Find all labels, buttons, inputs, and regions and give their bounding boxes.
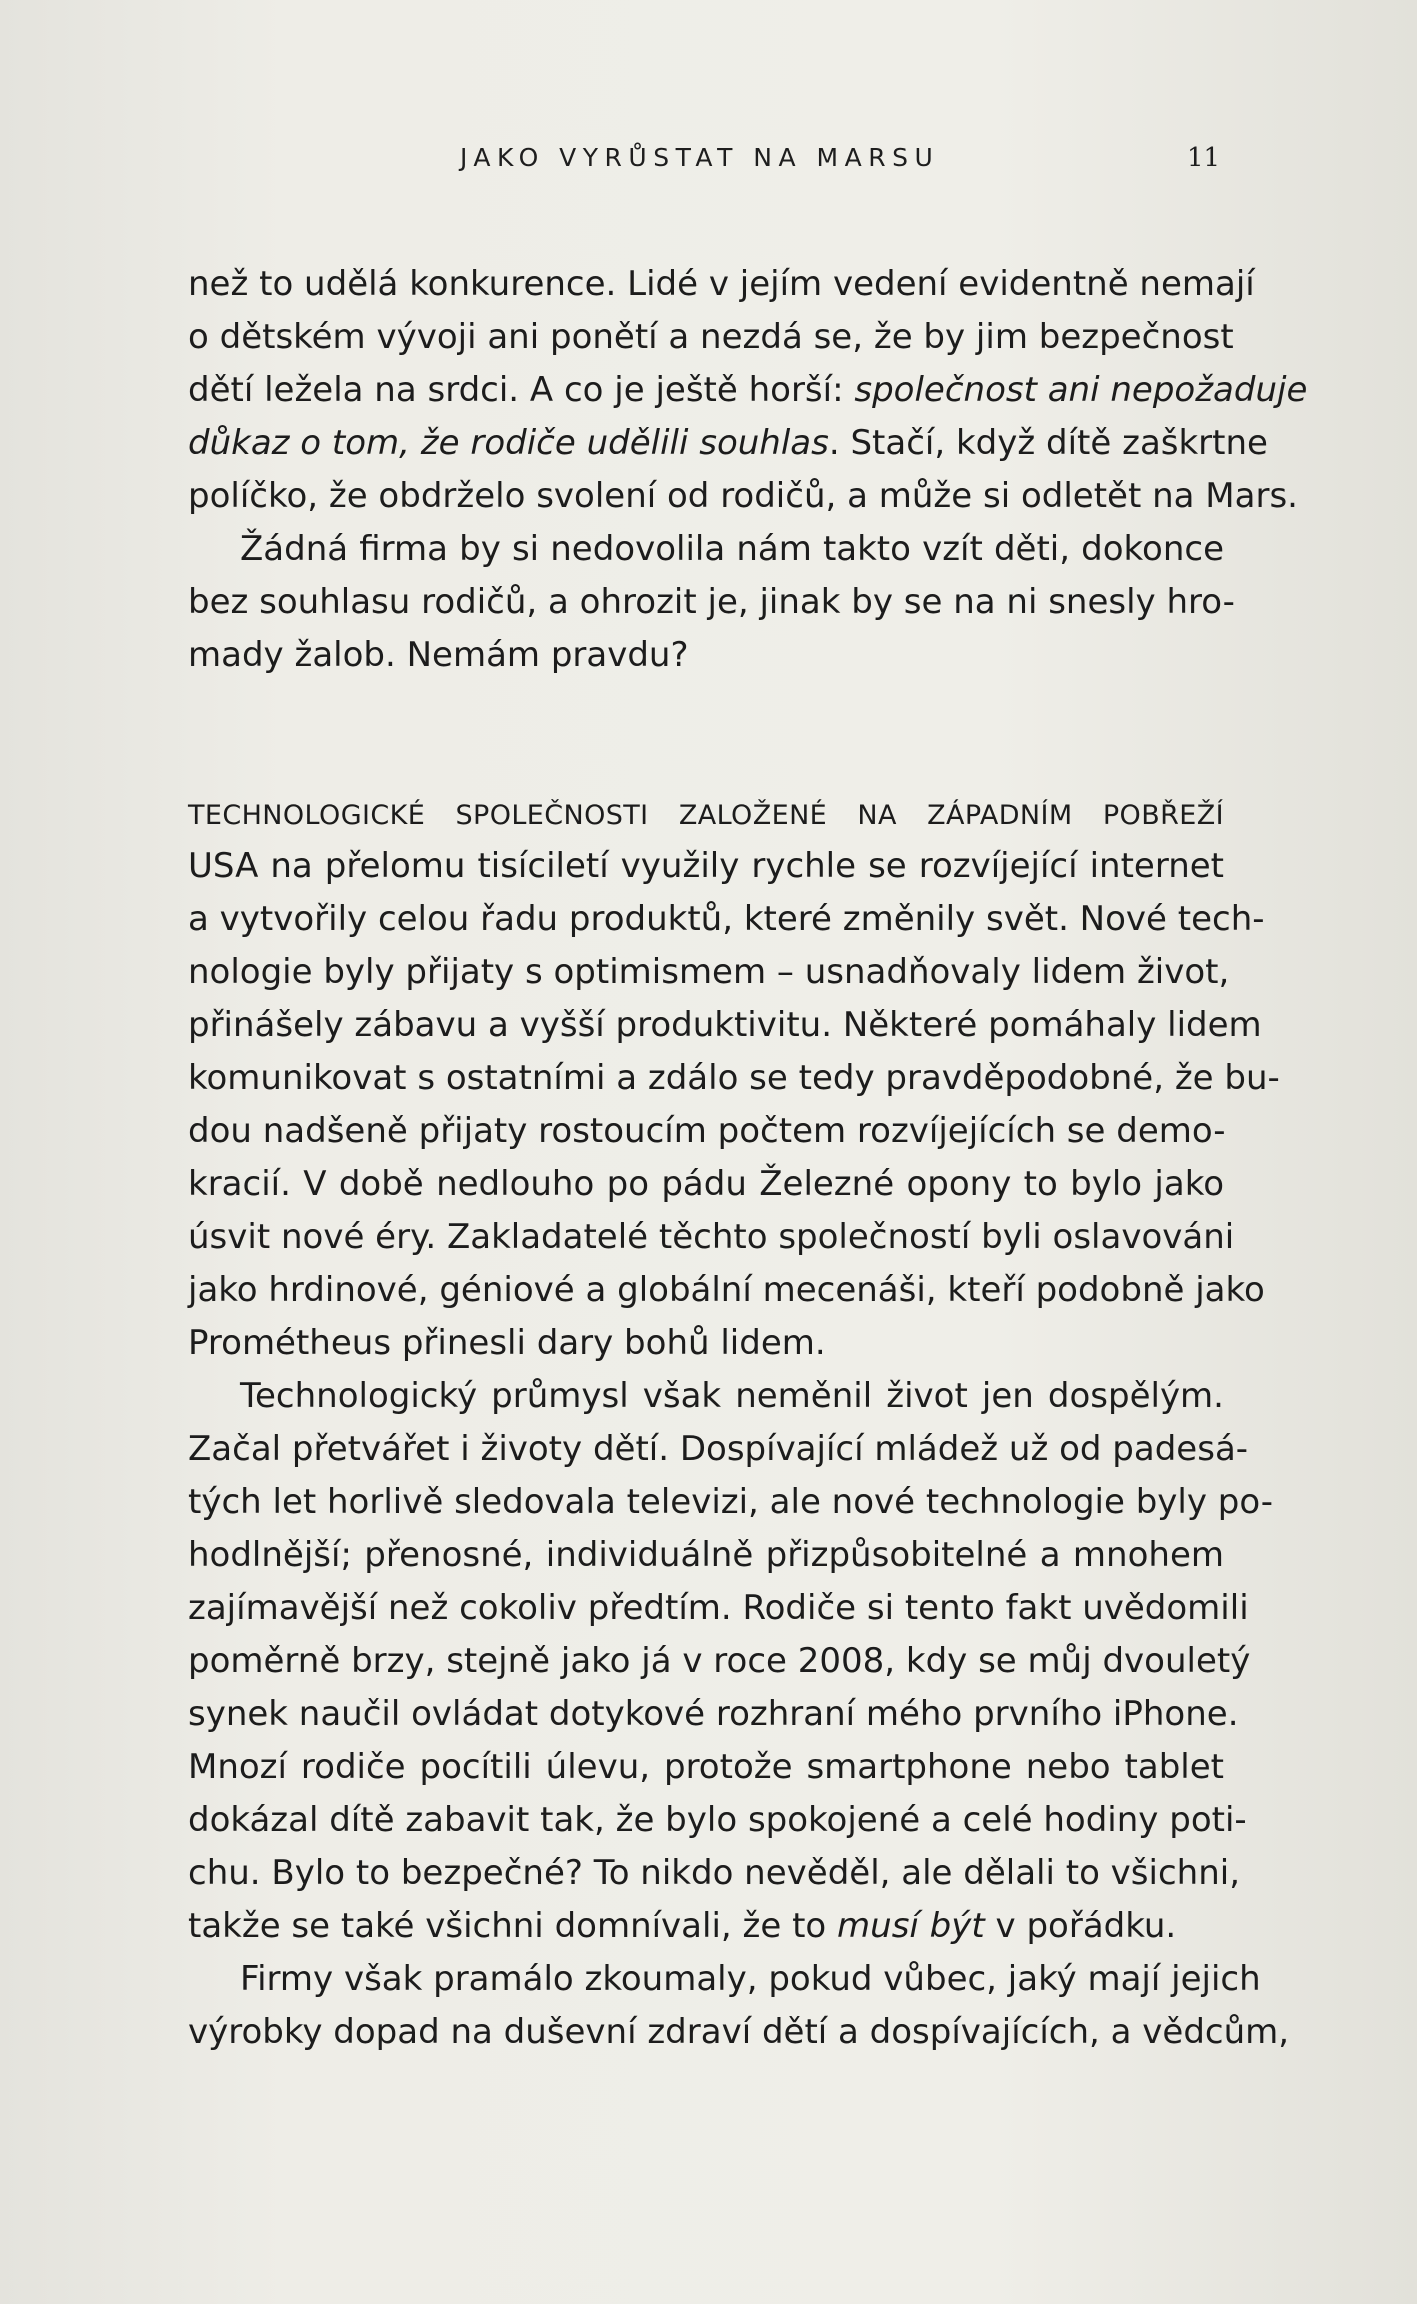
italic-run: musí být xyxy=(837,1906,985,1946)
running-title: JAKO VYRŮSTAT NA MARSU xyxy=(460,143,940,172)
text-line: jako hrdinové, géniové a globální mecenáši, kteří podobně jako xyxy=(188,1270,1265,1310)
text-line xyxy=(188,417,1268,470)
smallcaps-lead: TECHNOLOGICKÉ SPOLEČNOSTI ZALOŽENÉ NA ZÁPADNÍM POBŘEŽÍ xyxy=(188,800,1224,831)
text-run: dětí ležela na srdci. A co je ještě horší: xyxy=(188,370,855,410)
page-number: 11 xyxy=(1187,143,1221,173)
text-line: chu. Bylo to bezpečné? To nikdo nevěděl, ale dělali to všichni, xyxy=(188,1853,1241,1893)
text-line: nologie byly přijaty s optimismem – usnadňovaly lidem život, xyxy=(188,952,1230,992)
text-run: v pořádku. xyxy=(984,1906,1177,1946)
text-line: přinášely zábavu a vyšší produktivitu. Některé pomáhaly lidem xyxy=(188,1005,1262,1045)
italic-run: společnost ani nepožaduje xyxy=(854,370,1308,410)
text-line: výrobky dopad na duševní zdraví dětí a dospívajících, a vědcům, xyxy=(188,2012,1290,2052)
text-run: . Stačí, když dítě zaškrtne xyxy=(828,423,1268,463)
text-line: políčko, že obdrželo svolení od rodičů, a může si odletět na Mars. xyxy=(188,476,1298,516)
text-line: Firmy však pramálo zkoumaly, pokud vůbec, jaký mají jejich xyxy=(240,1959,1261,1999)
text-line: Začal přetvářet i životy dětí. Dospívající mládež už od padesá- xyxy=(188,1429,1249,1469)
text-line: Prométheus přinesli dary bohů lidem. xyxy=(188,1323,826,1363)
text-line xyxy=(188,787,1224,840)
text-run: takže se také všichni domnívali, že to xyxy=(188,1906,838,1946)
text-line xyxy=(188,1900,1224,1953)
italic-run: důkaz o tom, že rodiče udělili souhlas xyxy=(188,423,829,463)
text-line: mady žalob. Nemám pravdu? xyxy=(188,635,689,675)
text-line: Technologický průmysl však neměnil život jen dospělým. xyxy=(240,1376,1224,1416)
text-line xyxy=(188,364,1308,417)
text-line: a vytvořily celou řadu produktů, které změnily svět. Nové tech- xyxy=(188,899,1265,939)
text-line: tých let horlivě sledovala televizi, ale nové technologie byly po- xyxy=(188,1482,1274,1522)
text-line: dou nadšeně přijaty rostoucím počtem rozvíjejících se demo- xyxy=(188,1111,1226,1151)
body-text xyxy=(188,258,1308,2059)
text-line: poměrně brzy, stejně jako já v roce 2008, kdy se můj dvouletý xyxy=(188,1641,1251,1681)
text-line: než to udělá konkurence. Lidé v jejím vedení evidentně nemají xyxy=(188,264,1255,304)
text-line: dokázal dítě zabavit tak, že bylo spokojené a celé hodiny poti- xyxy=(188,1800,1247,1840)
text-line: hodlnější; přenosné, individuálně přizpůsobitelné a mnohem xyxy=(188,1535,1224,1575)
text-line: kracií. V době nedlouho po pádu Železné opony to bylo jako xyxy=(188,1164,1224,1204)
text-line: synek naučil ovládat dotykové rozhraní mého prvního iPhone. xyxy=(188,1694,1239,1734)
text-line: o dětském vývoji ani ponětí a nezdá se, že by jim bezpečnost xyxy=(188,317,1234,357)
text-line: USA na přelomu tisíciletí využily rychle se rozvíjející internet xyxy=(188,846,1224,886)
text-line: bez souhlasu rodičů, a ohrozit je, jinak by se na ni snesly hro- xyxy=(188,582,1235,622)
text-line: Žádná firma by si nedovolila nám takto vzít děti, dokonce xyxy=(240,529,1224,569)
text-line: komunikovat s ostatními a zdálo se tedy pravděpodobné, že bu- xyxy=(188,1058,1280,1098)
text-line: Mnozí rodiče pocítili úlevu, protože smartphone nebo tablet xyxy=(188,1747,1224,1787)
section-break xyxy=(188,682,1224,787)
text-line: úsvit nové éry. Zakladatelé těchto společností byli oslavováni xyxy=(188,1217,1235,1257)
text-line: zajímavější než cokoliv předtím. Rodiče si tento fakt uvědomili xyxy=(188,1588,1249,1628)
